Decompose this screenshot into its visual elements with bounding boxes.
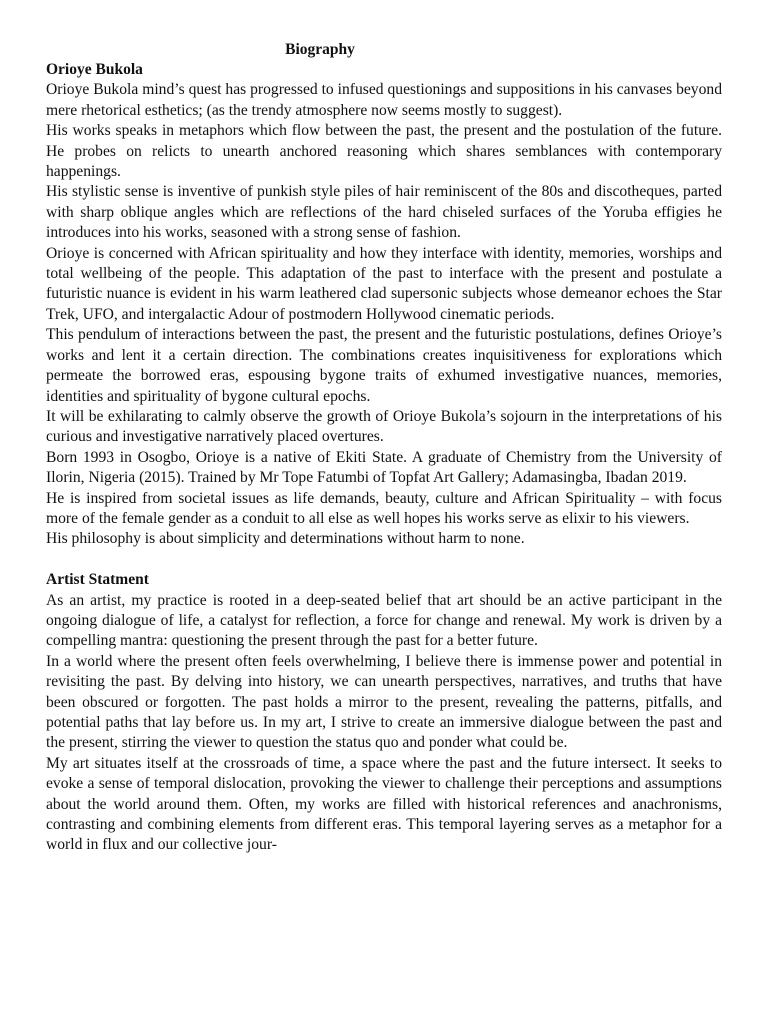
document-title: Biography bbox=[285, 41, 355, 58]
biography-paragraph: His works speaks in metaphors which flow between the past, the present and the postulation of the future. He probes on relicts to unearth anchored reasoning which shares semblances with contemporary happenings. bbox=[46, 122, 722, 181]
artist-statement-heading: Artist Statment bbox=[46, 571, 149, 589]
biography-paragraph: Orioye is concerned with African spirituality and how they interface with identity, memories, worships and total wellbeing of the people. This adaptation of the past to interface with the present and postulate a futuristic nuance is evident in his warm leathered clad supersonic subjects whose demeanor echoes the Star Trek, UFO, and intergalactic Adour of postmodern Hollywood cinematic periods. bbox=[46, 244, 722, 323]
biography-paragraph: Orioye Bukola mind’s quest has progressed to infused questionings and suppositions in his canvases beyond mere rhetorical esthetics; (as the trendy atmosphere now seems mostly to suggest). bbox=[46, 81, 722, 119]
biography-paragraph: It will be exhilarating to calmly observe the growth of Orioye Bukola’s sojourn in the interpretations of his curious and investigative narratively placed overtures. bbox=[46, 407, 722, 446]
section-spacer bbox=[46, 550, 722, 570]
statement-paragraph: In a world where the present often feels overwhelming, I believe there is immense power and potential in revisiting the past. By delving into history, we can unearth perspectives, narratives, and truths that have been obscured or forgotten. The past holds a mirror to the present, revealing the patterns, pitfalls, and potential paths that lay before us. In my art, I strive to create an immersive dialogue between the past and the present, stirring the viewer to question the status quo and ponder what could be. bbox=[46, 652, 722, 752]
biography-paragraph: Born 1993 in Osogbo, Orioye is a native of Ekiti State. A graduate of Chemistry from the University of Ilorin, Nigeria (2015). Trained by Mr Tope Fatumbi of Topfat Art Gallery; Adamasingba, Ibadan 2019. bbox=[46, 448, 722, 487]
biography-paragraph: This pendulum of interactions between the past, the present and the futuristic postulations, defines Orioye’s works and lent it a certain direction. The combinations creates inquisitiveness for explorations which permeate the borrowed eras, espousing bygone traits of exhumed investigative nuances, memories, identities and spirituality of bygone cultural epochs. bbox=[46, 326, 722, 405]
document-page bbox=[46, 40, 722, 856]
biography-paragraph: His philosophy is about simplicity and determinations without harm to none. bbox=[46, 530, 525, 548]
biography-heading: Orioye Bukola bbox=[46, 61, 143, 78]
biography-paragraph: He is inspired from societal issues as life demands, beauty, culture and African Spirituality – with focus more of the female gender as a conduit to all else as well hopes his works serve as elixir to his viewers. bbox=[46, 489, 722, 527]
statement-paragraph: My art situates itself at the crossroads of time, a space where the past and the future intersect. It seeks to evoke a sense of temporal dislocation, provoking the viewer to challenge their perceptions and assumptions about the world around them. Often, my works are filled with historical references and anachronisms, contrasting and combining elements from different eras. This temporal layering serves as a metaphor for a world in flux and our collective jour- bbox=[46, 754, 722, 854]
statement-paragraph: As an artist, my practice is rooted in a deep-seated belief that art should be an active participant in the ongoing dialogue of life, a catalyst for reflection, a force for change and renewal. My work is driven by a compelling mantra: questioning the present through the past for a better future. bbox=[46, 591, 722, 650]
biography-paragraph: His stylistic sense is inventive of punkish style piles of hair reminiscent of the 80s and discotheques, parted with sharp oblique angles which are reflections of the hard chiseled surfaces of the Yoruba effigies he introduces into his works, seasoned with a strong sense of fashion. bbox=[46, 183, 722, 242]
